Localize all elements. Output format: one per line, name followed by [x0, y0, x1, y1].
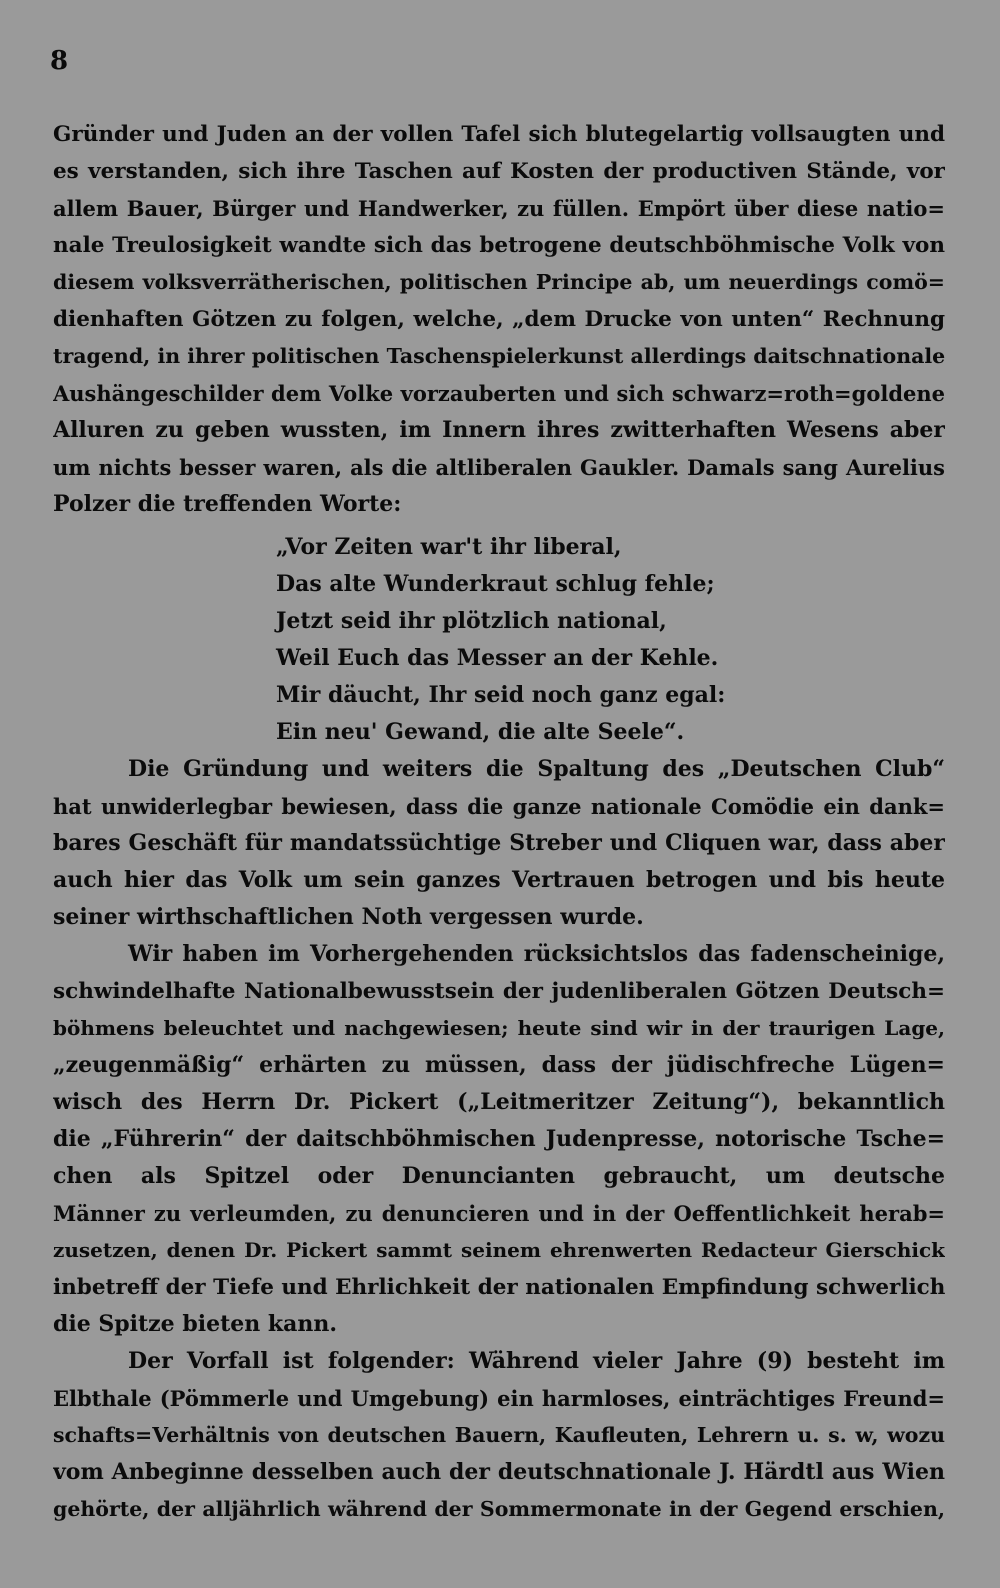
text-line: die Spitze bieten kann.: [53, 1311, 338, 1337]
text-line: diesem volksverrätherischen, politischen Principe ab, um neuerdings comö=: [53, 270, 945, 294]
poem-line: „Vor Zeiten war't ihr liberal,: [276, 534, 622, 560]
text-line: Die Gründung und weiters die Spaltung des „Deutschen Club“: [128, 756, 945, 782]
text-line: Aushängeschilder dem Volke vorzauberten und sich schwarz=roth=goldene: [53, 381, 945, 406]
text-line: Gründer und Juden an der vollen Tafel sich blutegelartig vollsaugten und: [53, 122, 945, 147]
text-line: chen als Spitzel oder Denuncianten gebraucht, um deutsche: [53, 1163, 945, 1189]
text-line: Der Vorfall ist folgender: Während vieler Jahre (9) besteht im: [128, 1348, 945, 1374]
text-line: inbetreff der Tiefe und Ehrlichkeit der nationalen Empfindung schwerlich: [53, 1275, 945, 1300]
text-line: schwindelhafte Nationalbewusstsein der judenliberalen Götzen Deutsch=: [53, 979, 945, 1004]
text-line: Polzer die treffenden Worte:: [53, 491, 402, 517]
text-line: auch hier das Volk um sein ganzes Vertrauen betrogen und bis heute: [53, 867, 945, 893]
text-line: nale Treulosigkeit wandte sich das betrogene deutschböhmische Volk von: [53, 233, 945, 258]
poem: [53, 529, 945, 751]
text-line: die „Führerin“ der daitschböhmischen Judenpresse, notorische Tsche=: [53, 1126, 945, 1152]
poem-line: Ein neu' Gewand, die alte Seele“.: [276, 719, 685, 745]
text-line: vom Anbeginne desselben auch der deutschnationale J. Härdtl aus Wien: [53, 1459, 945, 1485]
text-line: schafts=Verhältnis von deutschen Bauern, Kaufleuten, Lehrern u. s. w, wozu: [53, 1423, 945, 1447]
page-number: 8: [50, 46, 69, 76]
paragraph-4: [53, 1343, 945, 1528]
text-line: wisch des Herrn Dr. Pickert („Leitmeritzer Zeitung“), bekanntlich: [53, 1089, 945, 1115]
text-line: allem Bauer, Bürger und Handwerker, zu füllen. Empört über diese natio=: [53, 196, 945, 221]
text-line: hat unwiderlegbar bewiesen, dass die ganze nationale Comödie ein dank=: [53, 794, 945, 819]
text-line: dienhaften Götzen zu folgen, welche, „dem Drucke von unten“ Rechnung: [53, 307, 945, 332]
text-line: tragend, in ihrer politischen Taschenspielerkunst allerdings daitschnationale: [53, 344, 945, 368]
poem-line: Weil Euch das Messer an der Kehle.: [276, 645, 719, 671]
text-line: böhmens beleuchtet und nachgewiesen; heute sind wir in der traurigen Lage,: [53, 1016, 945, 1040]
body-text: [53, 116, 945, 1528]
text-line: seiner wirthschaftlichen Noth vergessen wurde.: [53, 904, 644, 930]
text-line: Wir haben im Vorhergehenden rücksichtslos das fadenscheinige,: [128, 941, 945, 967]
text-line: bares Geschäft für mandatssüchtige Streber und Cliquen war, dass aber: [53, 830, 945, 856]
text-line: Alluren zu geben wussten, im Innern ihres zwitterhaften Wesens aber: [53, 417, 945, 443]
text-line: zusetzen, denen Dr. Pickert sammt seinem ehrenwerten Redacteur Gierschick: [53, 1238, 945, 1262]
paragraph-3: [53, 936, 945, 1343]
paragraph-2: [53, 751, 945, 936]
text-line: gehörte, der alljährlich während der Sommermonate in der Gegend erschien,: [53, 1497, 945, 1521]
text-line: Männer zu verleumden, zu denuncieren und in der Oeffentlichkeit herab=: [53, 1201, 945, 1226]
text-line: Elbthale (Pömmerle und Umgebung) ein harmloses, einträchtiges Freund=: [53, 1386, 945, 1411]
paragraph-1: [53, 116, 945, 523]
text-line: es verstanden, sich ihre Taschen auf Kosten der productiven Stände, vor: [53, 159, 945, 184]
text-line: „zeugenmäßig“ erhärten zu müssen, dass der jüdischfreche Lügen=: [53, 1052, 945, 1078]
text-line: um nichts besser waren, als die altliberalen Gaukler. Damals sang Aurelius: [53, 455, 945, 480]
poem-line: Jetzt seid ihr plötzlich national,: [276, 608, 667, 634]
poem-line: Mir däucht, Ihr seid noch ganz egal:: [276, 682, 726, 708]
poem-line: Das alte Wunderkraut schlug fehle;: [276, 571, 715, 597]
